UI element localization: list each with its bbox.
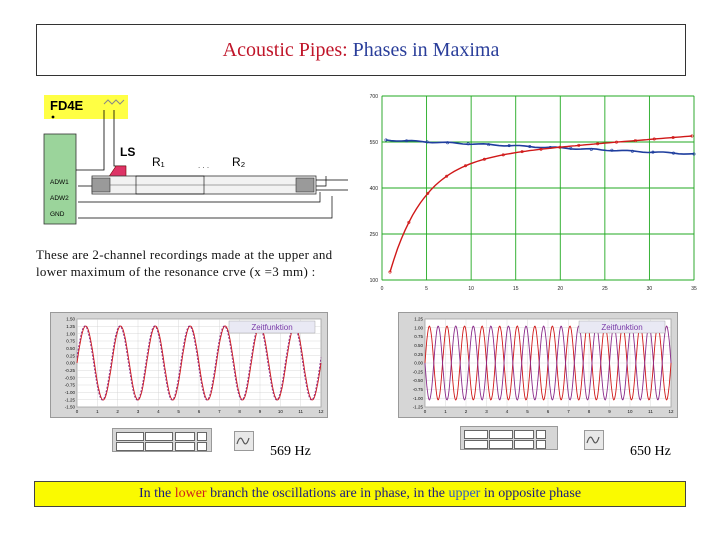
y-tick-label: 250 xyxy=(369,232,378,238)
scope-left-panel xyxy=(50,312,328,418)
scope-y-tick: -0.75 xyxy=(412,387,423,392)
scope-y-tick: 1.25 xyxy=(414,316,423,322)
scope-x-tick: 2 xyxy=(116,409,119,414)
freq-left: 569 Hz xyxy=(270,444,311,459)
scope-y-tick: -0.50 xyxy=(64,375,75,381)
scope-x-tick: 5 xyxy=(177,409,180,414)
control-field[interactable] xyxy=(489,440,513,449)
conclusion-upper: upper xyxy=(448,486,481,501)
scope-x-tick: 4 xyxy=(157,409,160,414)
dots-label: . . . xyxy=(198,161,210,170)
scope-y-tick: 0.00 xyxy=(66,360,75,366)
scope-x-tick: 5 xyxy=(526,409,529,414)
scope-x-tick: 9 xyxy=(258,409,262,414)
conclusion-part2: branch the oscillations are in phase, in the xyxy=(206,486,449,501)
port-adw1: ADW1 xyxy=(50,179,69,186)
scope-left-controls[interactable] xyxy=(112,428,212,452)
scope-x-tick: 11 xyxy=(648,409,653,414)
scope-x-tick: 3 xyxy=(136,409,140,414)
scope-y-tick: 0.00 xyxy=(414,360,423,366)
scope-x-tick: 2 xyxy=(464,409,468,414)
control-field[interactable] xyxy=(145,432,173,441)
scope-x-tick: 4 xyxy=(505,409,509,414)
scope-y-tick: -0.25 xyxy=(64,367,75,373)
scope-right xyxy=(399,313,677,417)
control-checkbox[interactable] xyxy=(536,440,546,449)
control-field[interactable] xyxy=(464,440,488,449)
scope-y-tick: -0.25 xyxy=(412,369,423,375)
ls-label: LS xyxy=(120,145,136,159)
control-field[interactable] xyxy=(514,440,534,449)
scope-y-tick: -1.25 xyxy=(412,404,423,410)
scope-right-panel xyxy=(398,312,678,418)
scope-x-tick: 0 xyxy=(75,409,79,414)
y-tick-label: 550 xyxy=(369,140,378,146)
control-checkbox[interactable] xyxy=(197,442,207,451)
scope-x-tick: 10 xyxy=(627,409,633,414)
scope-y-tick: 1.00 xyxy=(414,325,423,331)
waveform-icon xyxy=(235,432,253,450)
title-box xyxy=(36,24,686,76)
control-field[interactable] xyxy=(116,442,144,451)
phase-chart xyxy=(356,90,700,300)
x-tick-label: 15 xyxy=(512,286,519,292)
scope-y-tick: 0.25 xyxy=(414,351,423,357)
y-tick-label: 100 xyxy=(369,278,378,284)
x-tick-label: 20 xyxy=(557,286,564,292)
scope-x-tick: 12 xyxy=(318,409,324,414)
control-field[interactable] xyxy=(514,430,534,439)
control-field[interactable] xyxy=(175,442,195,451)
scope-x-tick: 11 xyxy=(298,409,304,414)
scope-y-tick: -1.25 xyxy=(64,397,75,403)
y-tick-label: 400 xyxy=(369,186,378,192)
title-part2: Phases in Maxima xyxy=(352,38,500,61)
scope-x-tick: 3 xyxy=(485,409,488,414)
scope-x-tick: 6 xyxy=(197,409,201,414)
apparatus-diagram xyxy=(36,92,354,228)
control-checkbox[interactable] xyxy=(197,432,207,441)
y-tick-label: 700 xyxy=(369,94,378,100)
control-field[interactable] xyxy=(489,430,513,439)
scope-x-tick: 6 xyxy=(546,409,550,414)
conclusion-part1: In the xyxy=(138,486,175,501)
x-tick-label: 25 xyxy=(602,286,608,292)
scope-y-tick: -1.00 xyxy=(64,389,75,395)
scope-x-tick: 1 xyxy=(444,409,447,414)
scope-y-tick: -0.50 xyxy=(412,378,423,384)
scope-y-tick: -0.75 xyxy=(64,382,75,388)
scope-x-tick: 7 xyxy=(567,409,570,414)
scope-right-tool-button[interactable] xyxy=(584,430,604,450)
scope-x-tick: 1 xyxy=(96,409,99,414)
r1-label: R₁ xyxy=(152,155,165,169)
port-adw2: ADW2 xyxy=(50,195,69,202)
scope-label: Zeitfunktion xyxy=(251,323,293,332)
description-text: These are 2-channel recordings made at the upper and lower maximum of the resonance crve (x =3 mm) : xyxy=(36,247,333,279)
scope-x-tick: 8 xyxy=(587,409,591,414)
scope-label: Zeitfunktion xyxy=(601,323,643,332)
scope-left-tool-button[interactable] xyxy=(234,431,254,451)
scope-y-tick: 1.50 xyxy=(66,316,75,322)
control-checkbox[interactable] xyxy=(536,430,546,439)
title-part1: Acoustic Pipes: xyxy=(222,38,348,61)
scope-y-tick: -1.50 xyxy=(64,404,75,410)
port-gnd: GND xyxy=(50,211,65,218)
scope-right-controls[interactable] xyxy=(460,426,558,450)
scope-y-tick: -1.00 xyxy=(412,395,423,401)
x-tick-label: 5 xyxy=(425,286,428,292)
scope-x-tick: 0 xyxy=(423,409,427,414)
scope-x-tick: 12 xyxy=(668,409,674,414)
scope-left xyxy=(51,313,327,417)
scope-y-tick: 0.75 xyxy=(414,334,423,340)
scope-x-tick: 10 xyxy=(277,409,283,414)
r2-label: R₂ xyxy=(232,155,246,169)
scope-y-tick: 1.25 xyxy=(66,323,75,329)
control-field[interactable] xyxy=(464,430,488,439)
x-tick-label: 0 xyxy=(380,286,384,292)
scope-x-tick: 7 xyxy=(218,409,221,414)
conclusion-lower: lower xyxy=(174,486,207,501)
control-field[interactable] xyxy=(116,432,144,441)
scope-x-tick: 8 xyxy=(238,409,241,414)
scope-y-tick: 1.00 xyxy=(66,331,75,337)
control-field[interactable] xyxy=(175,432,195,441)
x-tick-label: 35 xyxy=(691,286,697,292)
scope-y-tick: 0.75 xyxy=(66,338,75,344)
conclusion-part3: in opposite phase xyxy=(480,486,582,501)
waveform-icon xyxy=(585,431,603,449)
freq-right: 650 Hz xyxy=(630,444,671,459)
x-tick-label: 30 xyxy=(646,286,653,292)
scope-y-tick: 0.50 xyxy=(66,345,75,351)
conclusion-box xyxy=(34,481,686,507)
scope-y-tick: 0.25 xyxy=(66,353,75,359)
scope-y-tick: 0.50 xyxy=(414,343,423,348)
control-field[interactable] xyxy=(145,442,173,451)
x-tick-label: 10 xyxy=(468,286,474,292)
scope-x-tick: 9 xyxy=(608,409,611,414)
fd4e-label: FD4E xyxy=(50,98,84,113)
